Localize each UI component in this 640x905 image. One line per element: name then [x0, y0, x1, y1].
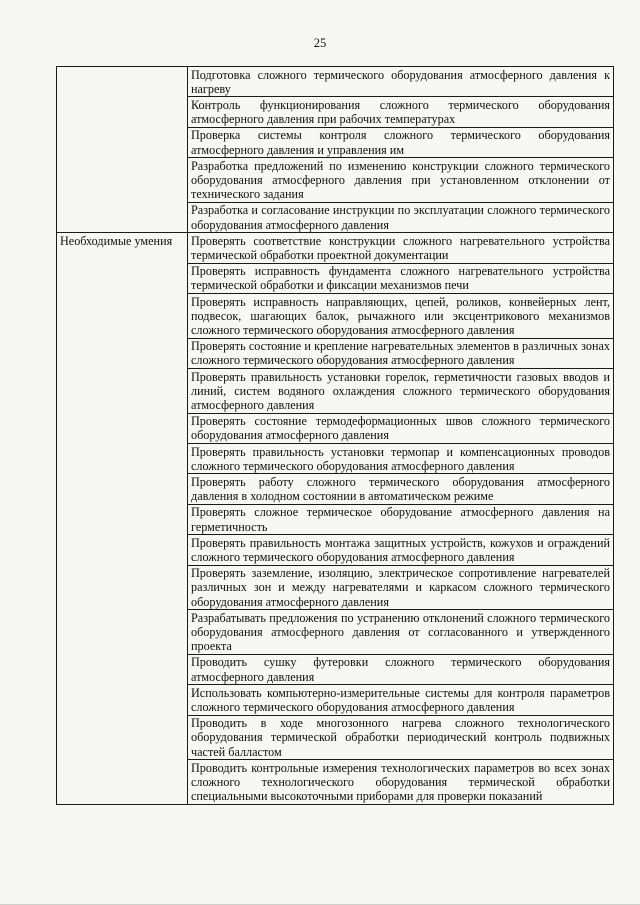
skill-cell: Проверять работу сложного термического оборудования атмосферного давления в холодном состоянии в автоматическом режиме: [188, 474, 614, 504]
skill-cell: Разрабатывать предложения по устранению отклонений сложного термического оборудования атмосферного давления от согласованного и утвержденного проекта: [188, 610, 614, 655]
skill-cell: Проводить сушку футеровки сложного термического оборудования атмосферного давления: [188, 654, 614, 684]
labor-actions-label-cell: [57, 67, 188, 233]
skill-cell: Проверять правильность установки термопар и компенсационных проводов сложного термического оборудования атмосферного давления: [188, 444, 614, 474]
skill-cell: Проводить в ходе многозонного нагрева сложного технологического оборудования термической обработки периодический контроль подвижных частей балластом: [188, 715, 614, 760]
page-number: 25: [313, 36, 327, 50]
table-row: [57, 67, 614, 97]
skill-cell: Проверять исправность фундамента сложного нагревательного устройства термической обработки и фиксации механизмов печи: [188, 263, 614, 293]
labor-action-cell: Разработка предложений по изменению конструкции сложного термического оборудования атмосферного давления при установленном отклонении от технического задания: [188, 158, 614, 203]
skill-cell: Проверять правильность установки горелок, герметичности газовых вводов и линий, систем водяного охлаждения сложного термического оборудования атмосферного давления: [188, 369, 614, 414]
labor-action-cell: Проверка системы контроля сложного термического оборудования атмосферного давления и управления им: [188, 127, 614, 157]
skill-cell: Проверять сложное термическое оборудование атмосферного давления на герметичность: [188, 504, 614, 534]
skill-cell: Проверять правильность монтажа защитных устройств, кожухов и ограждений сложного термического оборудования атмосферного давления: [188, 535, 614, 565]
qualification-table: [56, 66, 614, 805]
skill-cell: Проверять состояние и крепление нагревательных элементов в различных зонах сложного термического оборудования атмосферного давления: [188, 338, 614, 368]
skill-cell: Проводить контрольные измерения технологических параметров во всех зонах сложного технологического оборудования термической обработки специальными высокоточными приборами для проверки показаний: [188, 760, 614, 805]
labor-action-cell: Разработка и согласование инструкции по эксплуатации сложного термического оборудования атмосферного давления: [188, 202, 614, 232]
skill-cell: Использовать компьютерно-измерительные системы для контроля параметров сложного термического оборудования атмосферного давления: [188, 685, 614, 715]
table-row: [57, 233, 614, 263]
skill-cell: Проверять соответствие конструкции сложного нагревательного устройства термической обработки проектной документации: [188, 233, 614, 263]
labor-action-cell: Подготовка сложного термического оборудования атмосферного давления к нагреву: [188, 67, 614, 97]
labor-action-cell: Контроль функционирования сложного термического оборудования атмосферного давления при рабочих температурах: [188, 97, 614, 127]
skills-label-cell: Необходимые умения: [57, 233, 188, 805]
skill-cell: Проверять заземление, изоляцию, электрическое сопротивление нагревателей различных зон и между нагревателями и каркасом сложного термического оборудования атмосферного давления: [188, 565, 614, 610]
skill-cell: Проверять исправность направляющих, цепей, роликов, конвейерных лент, подвесок, шагающих балок, рычажного или эксцентрикового механизмов сложного термического оборудования атмосферного давления: [188, 294, 614, 339]
skill-cell: Проверять состояние термодеформационных швов сложного термического оборудования атмосферного давления: [188, 413, 614, 443]
table-body: [57, 67, 614, 805]
